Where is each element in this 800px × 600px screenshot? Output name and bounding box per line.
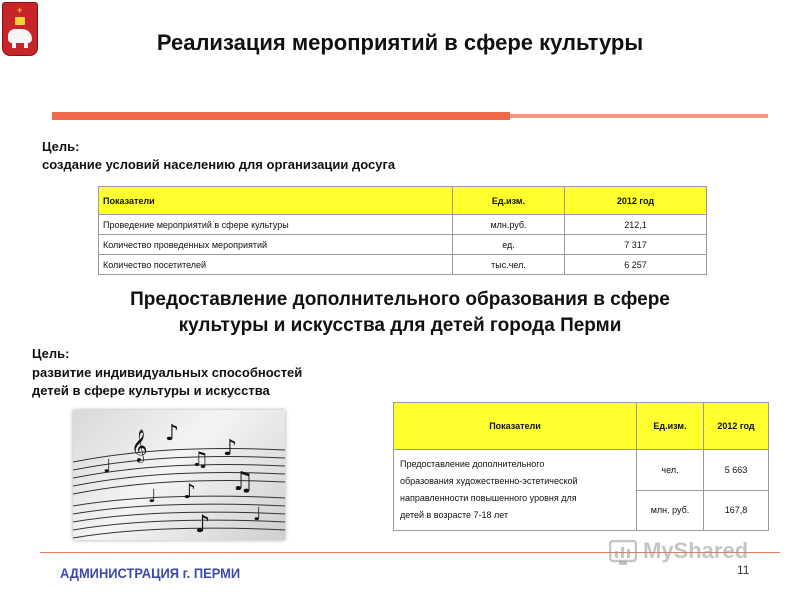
watermark-text: MyShared [643,538,749,563]
row-value: 5 663 [704,450,769,491]
table-row [99,235,707,255]
svg-text:♩: ♩ [148,486,157,507]
row-value: 7 317 [565,235,707,255]
row-value: 212,1 [565,215,707,235]
goal-text-line2: детей в сфере культуры и искусства [32,383,270,398]
header-unit: Ед.изм. [453,187,565,215]
section-heading-line1: Предоставление дополнительного образования в сфере [130,289,670,310]
indicator-line: Предоставление дополнительного [400,459,545,469]
goal-label: Цель: [42,139,80,154]
goal-label: Цель: [32,346,70,361]
svg-text:♪: ♪ [223,436,238,461]
myshared-logo-icon [609,540,637,566]
table-header-row [394,403,769,450]
header-indicators: Показатели [99,187,453,215]
row-unit: чел. [637,450,704,491]
footer-organization: АДМИНИСТРАЦИЯ г. ПЕРМИ [60,565,241,581]
indicator-line: образования художественно-эстетической [400,476,578,486]
header-indicators: Показатели [394,403,637,450]
table-header-row [99,187,707,215]
header-year: 2012 год [565,187,707,215]
accent-bar-thin [510,114,768,118]
goal-text-line1: развитие индивидуальных способностей [32,365,303,380]
row-value: 6 257 [565,255,707,275]
svg-text:♫: ♫ [231,467,255,497]
svg-text:♩: ♩ [103,456,112,477]
table-row [394,450,769,491]
svg-text:♪: ♪ [183,479,196,503]
row-unit: ед. [453,235,565,255]
header-unit: Ед.изм. [637,403,704,450]
svg-text:♪: ♪ [165,421,180,446]
row-unit: млн. руб. [637,490,704,531]
row-unit: тыс.чел. [453,255,565,275]
culture-events-table [98,186,707,275]
header-year: 2012 год [704,403,769,450]
svg-text:♪: ♪ [195,510,211,538]
perm-coat-of-arms-icon: + [2,2,38,56]
row-value: 167,8 [704,490,769,531]
row-indicator [394,450,637,531]
svg-text:𝄞: 𝄞 [131,429,148,462]
page-number: 11 [737,563,750,577]
row-indicator: Количество проведенных мероприятий [99,235,453,255]
goal-text: создание условий населению для организации досуга [42,157,396,172]
row-indicator: Количество посетителей [99,255,453,275]
svg-text:♩: ♩ [253,504,262,525]
indicator-line: направленности повышенного уровня для [400,493,577,503]
accent-bar [52,112,510,120]
row-indicator: Проведение мероприятий в сфере культуры [99,215,453,235]
svg-text:♫: ♫ [191,447,209,471]
table-row [99,255,707,275]
goal-text [32,364,372,400]
section-heading-line2: культуры и искусства для детей города Перми [178,315,622,336]
table-row [99,215,707,235]
indicator-line: детей в возрасте 7-18 лет [400,510,509,520]
page-title: Реализация мероприятий в сфере культуры [156,30,644,55]
section-heading [0,287,800,339]
additional-education-table [393,402,769,531]
music-notes-image [73,410,285,540]
row-unit: млн.руб. [453,215,565,235]
